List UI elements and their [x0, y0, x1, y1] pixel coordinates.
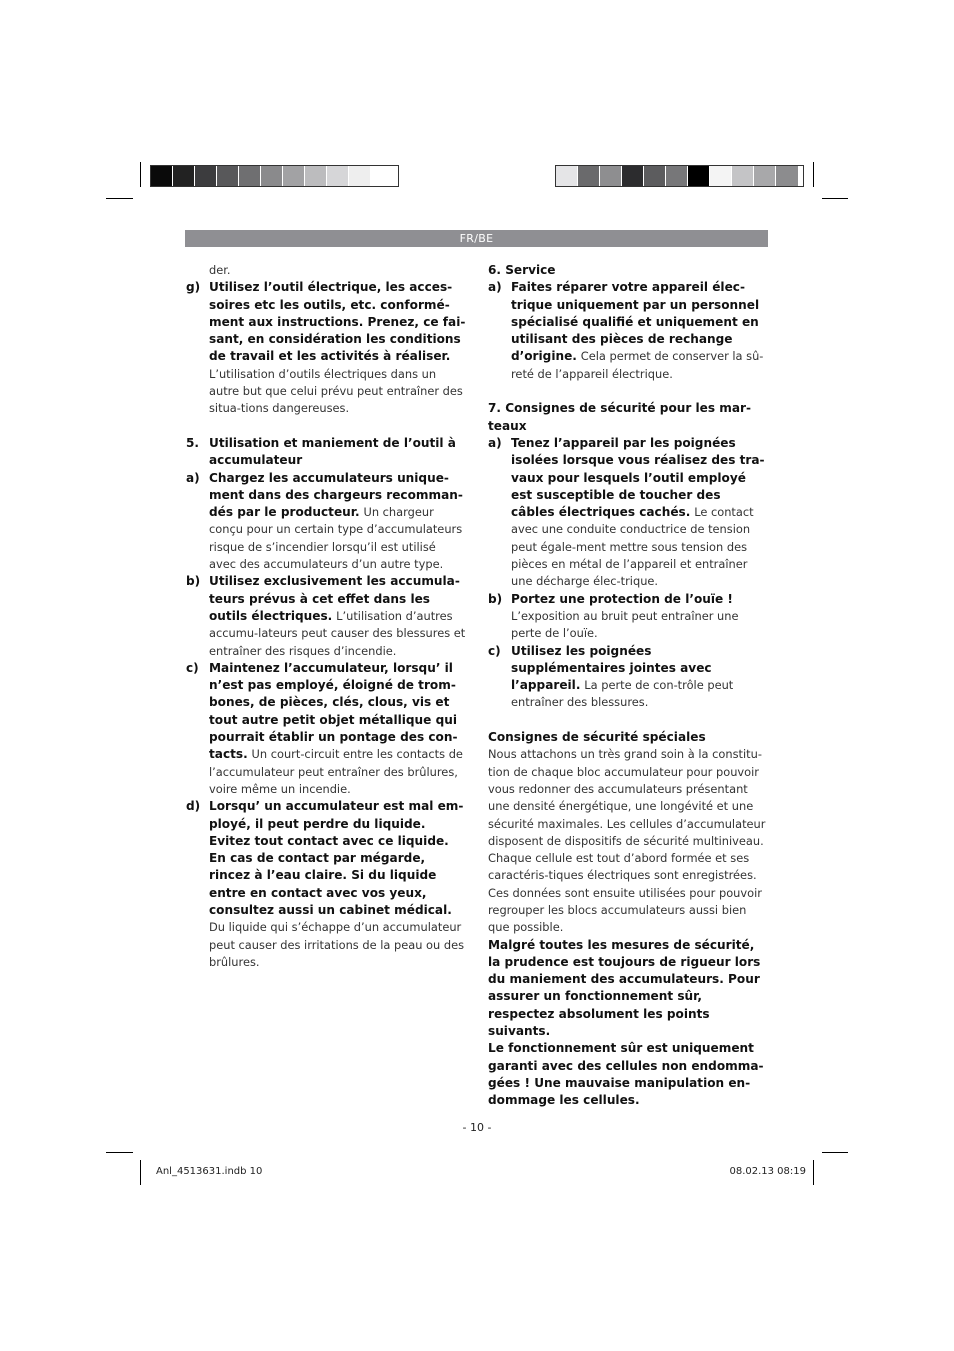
item-normal-text: Un court-circuit entre les contacts de l’accumulateur peut entraîner des brûlures, voire même un incendie. [209, 747, 463, 796]
item-bold-text: Maintenez l’accumulateur, lorsqu’ il n’est pas employé, éloigné de trom-bones, de pièces, clés, clous, vis et tout autre petit objet métallique qui pourrait établir un pontage des con-tacts. [209, 660, 458, 762]
item-g [186, 279, 466, 417]
special-safety-note: Le fonctionnement sûr est uniquement garanti avec des cellules non endomma-gées ! Une mauvaise manipulation en-dommage les cellules. [488, 1041, 764, 1108]
color-swatch [578, 166, 600, 186]
item-bold-text: Tenez l’appareil par les poignées isolées lorsque vous réalisez des tra-vaux pour lesquels l’outil employé est susceptible de toucher des câbles électriques cachés. [511, 435, 765, 520]
item-normal-text: Un chargeur conçu pour un certain type d’accumulateurs risque de s’incendier lorsqu’il est utilisé avec des accumulateurs d’un autre type. [209, 505, 463, 572]
color-swatch [688, 166, 710, 186]
color-swatch [754, 166, 776, 186]
left-column [186, 262, 466, 971]
color-swatch [239, 166, 261, 186]
item-bold-text: Faites réparer votre appareil élec-trique uniquement par un personnel spécialisé qualifié et uniquement en utilisant des pièces de rechange d’origine. [511, 280, 760, 364]
color-swatch [305, 166, 327, 186]
color-swatch [173, 166, 195, 186]
special-safety-warning: Malgré toutes les mesures de sécurité, la prudence est toujours de rigueur lors du maniement des accumulateurs. Pour assurer un fonctionnement sûr, respectez absolument les points suivants. [488, 937, 761, 1039]
item-6a [488, 279, 768, 383]
item-normal-text: L’exposition au bruit peut entraîner une perte de l’ouïe. [511, 608, 739, 641]
item-normal-text: La perte de con-trôle peut entraîner des blessures. [511, 678, 734, 710]
crop-mark [106, 198, 133, 199]
item-label: a) [488, 435, 502, 450]
color-bar-right [555, 165, 804, 187]
footer-file: Anl_4513631.indb 10 [156, 1166, 263, 1177]
color-swatch [217, 166, 239, 186]
color-swatch [283, 166, 305, 186]
item-d [186, 798, 466, 971]
section-number: 5. [186, 435, 200, 450]
item-normal-text: L’utilisation d’autres accumu-lateurs peut causer des blessures et entraîner des risques d’incendie. [209, 608, 466, 658]
crop-mark [140, 162, 141, 187]
special-safety-paragraph: Nous attachons un très grand soin à la constitu-tion de chaque bloc accumulateur pour pouvoir vous redonner des accumulateurs présentant une densité énergétique, une longévité et une sécurité maximales. Les cellules d’accumulateur disposent de dispositifs de sécurité multiniveau. Chaque cellule est tout d’abord formée et ses caractéris-tiques électriques sont enregistrées. Ces données sont ensuite utilisées pour pouvoir regrouper les blocs accumulateurs aussi bien que possible. [488, 747, 766, 935]
color-swatch [644, 166, 666, 186]
color-swatch [776, 166, 798, 186]
item-label: b) [488, 591, 503, 606]
item-label: a) [488, 280, 502, 295]
item-7c [488, 643, 768, 712]
section-5-heading [186, 435, 466, 470]
item-bold-text: Utilisez les poignées supplémentaires jointes avec l’appareil. [511, 643, 712, 693]
item-b [186, 573, 466, 659]
item-normal-text: Cela permet de conserver la sû-reté de l’appareil électrique. [511, 349, 764, 381]
footer-date: 08.02.13 08:19 [729, 1166, 806, 1177]
crop-mark [822, 198, 848, 199]
crop-mark [813, 162, 814, 187]
item-label: g) [186, 280, 201, 295]
item-7b [488, 591, 768, 643]
item-label: c) [186, 660, 199, 675]
special-safety-heading: Consignes de sécurité spéciales [488, 730, 706, 745]
item-bold-text: Chargez les accumulateurs unique-ment dans des chargeurs recomman-dés par le producteur. [209, 470, 463, 520]
item-normal-text: Le contact avec une conduite conductrice de tension peut égale-ment mettre sous tension des pièces en métal de l’appareil et entraîner une décharge élec-trique. [511, 505, 754, 589]
item-7a [488, 435, 768, 591]
item-label: d) [186, 799, 201, 814]
item-label: c) [488, 643, 501, 658]
color-swatch [151, 166, 173, 186]
color-swatch [600, 166, 622, 186]
section-title: Utilisation et maniement de l’outil à accumulateur [209, 435, 456, 468]
item-bold-text: Utilisez exclusivement les accumula-teurs prévus à cet effet dans les outils électriques. [209, 574, 460, 623]
color-swatch [371, 166, 393, 186]
page-number: - 10 - [462, 1121, 492, 1134]
crop-mark [813, 1160, 814, 1185]
crop-mark [822, 1152, 848, 1153]
color-bar-left [150, 165, 399, 187]
item-normal-text: L’utilisation d’outils électriques dans un autre but que celui prévu peut entraîner des situa-tions dangereuses. [209, 366, 463, 416]
item-normal-text: Du liquide qui s’échappe d’un accumulateur peut causer des irritations de la peau ou des brûlures. [209, 920, 465, 969]
language-header: FR/BE [185, 230, 768, 247]
color-swatch [622, 166, 644, 186]
continued-text: der. [209, 263, 231, 277]
section-7-heading: 7. Consignes de sécurité pour les mar-teaux [488, 401, 752, 433]
item-a [186, 470, 466, 574]
color-swatch [195, 166, 217, 186]
crop-mark [140, 1160, 141, 1185]
color-swatch [261, 166, 283, 186]
color-swatch [666, 166, 688, 186]
right-column [488, 262, 768, 1110]
item-c [186, 660, 466, 798]
item-bold-text: Utilisez l’outil électrique, les acces-soires etc les outils, etc. conformé-ment aux instructions. Prenez, ce fai-sant, en considération les conditions de travail et les activités à réaliser. [209, 280, 466, 364]
color-swatch [556, 166, 578, 186]
crop-mark [106, 1152, 133, 1153]
item-label: b) [186, 574, 201, 589]
color-swatch [710, 166, 732, 186]
color-swatch [349, 166, 371, 186]
color-swatch [732, 166, 754, 186]
color-swatch [327, 166, 349, 186]
item-bold-text: Portez une protection de l’ouïe ! [511, 591, 733, 606]
item-label: a) [186, 470, 200, 485]
section-6-heading: 6. Service [488, 263, 556, 277]
item-bold-text: Lorsqu’ un accumulateur est mal em-ployé, il peut perdre du liquide. Evitez tout contact avec ce liquide. En cas de contact par mégarde, rincez à l’eau claire. Si du liquide entre en contact avec vos yeux, consultez aussi un cabinet médical. [209, 799, 464, 917]
